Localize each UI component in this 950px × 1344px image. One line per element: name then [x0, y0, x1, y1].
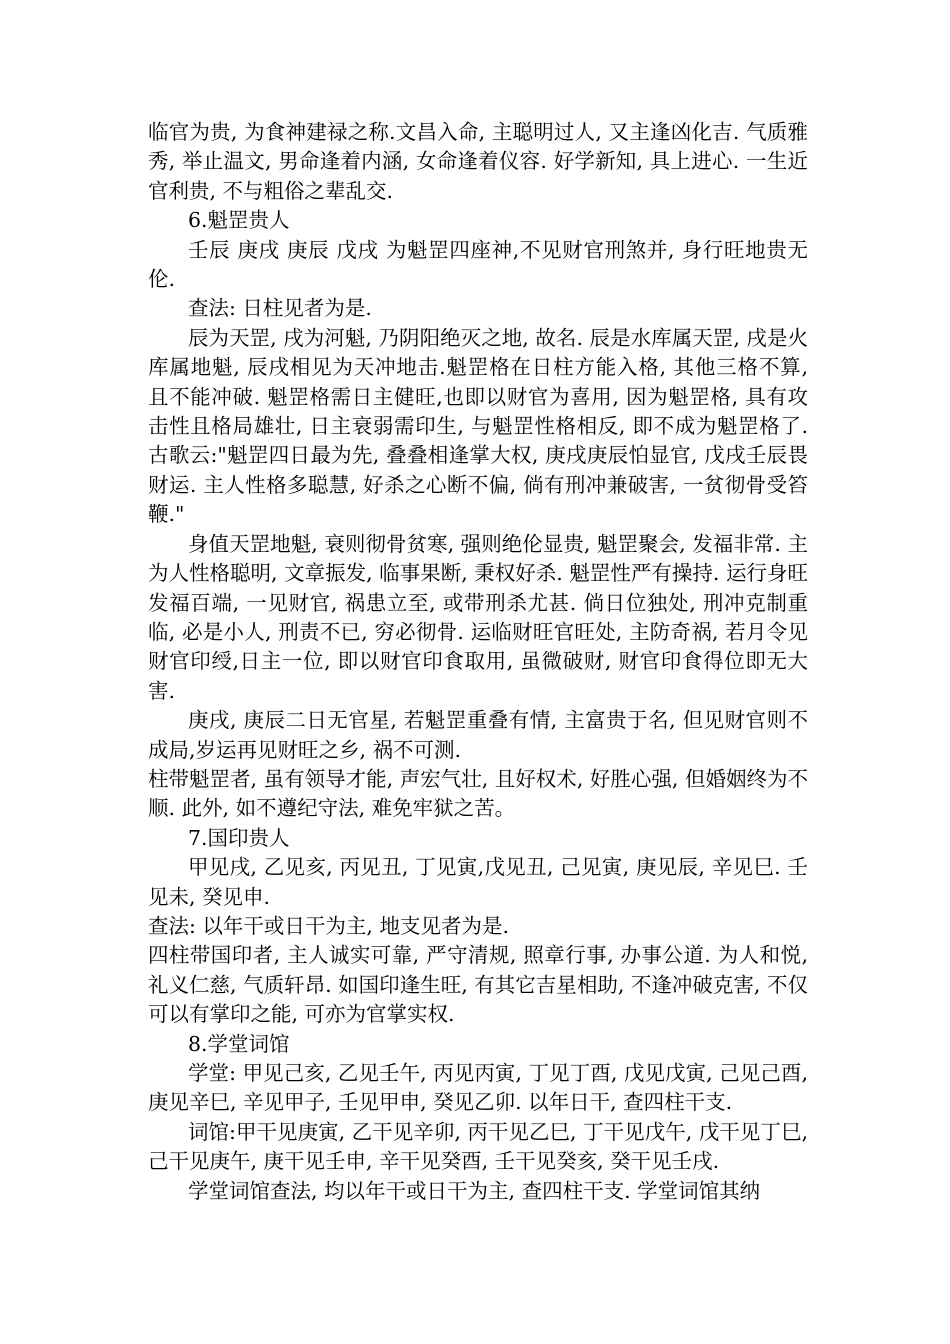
- section-heading-xuetang: 8.学堂词馆: [188, 1031, 290, 1056]
- paragraph-xuetang-list: 学堂: 甲见己亥, 乙见壬午, 丙见丙寅, 丁见丁酉, 戊见戊寅, 己见己酉, 庚见辛巳, 辛见甲子, 壬见甲申, 癸见乙卯. 以年日干, 查四柱干支.: [148, 1061, 808, 1115]
- paragraph-guoyin-method: 查法: 以年干或日干为主, 地支见者为是.: [148, 913, 509, 938]
- paragraph-kuigang-traits: 身值天罡地魁, 衰则彻骨贫寒, 强则绝伦显贵, 魁罡聚会, 发福非常. 主为人性格聪明, 文章振发, 临事果断, 秉权好杀. 魁罡性严有操持. 运行身旺发福百端, 一见财官, 祸患立至, 或带刑杀尤甚. 倘日位独处, 刑冲克制重临, 必是小人, 刑责不已, 穷必彻骨. 运临财旺官旺处, 主防奇祸, 若月令见财官印绶,日主一位, 即以财官印食取用, 虽微破财, 财官印食得位即无大害.: [148, 531, 808, 703]
- paragraph-kuigang-method: 查法: 日柱见者为是.: [188, 296, 372, 321]
- paragraph-ciguan-list: 词馆:甲干见庚寅, 乙干见辛卯, 丙干见乙巳, 丁干见戊午, 戊干见丁巳, 己干见庚午, 庚干见壬申, 辛干见癸酉, 壬干见癸亥, 癸干见壬戌.: [148, 1119, 808, 1174]
- paragraph-guoyin-pairs: 甲见戌, 乙见亥, 丙见丑, 丁见寅,戊见丑, 己见寅, 庚见辰, 辛见巳. 壬见未, 癸见申.: [148, 855, 808, 909]
- section-heading-guoyin: 7.国印贵人: [188, 825, 290, 850]
- paragraph-kuigang-explanation: 辰为天罡, 戌为河魁, 乃阴阳绝灭之地, 故名. 辰是水库属天罡, 戌是火库属地魁, 辰戌相见为天冲地击.魁罡格在日柱方能入格, 其他三格不算, 且不能冲破. 魁罡格需日主健旺,也即以财官为喜用, 因为魁罡格, 具有攻击性且格局雄壮, 日主衰弱需印生, 与魁罡性格相反, 即不成为魁罡格了.古歌云:"魁罡四日最为先, 叠叠相逢掌大权, 庚戌庚辰怕显官, 戊戌壬辰畏财运. 主人性格多聪慧, 好杀之心断不偏, 倘有刑冲兼破害, 一贫彻骨受笞鞭.": [148, 325, 808, 527]
- paragraph-xuetang-method: 学堂词馆查法, 均以年干或日干为主, 查四柱干支. 学堂词馆其纳: [188, 1178, 761, 1203]
- section-heading-kuigang: 6.魁罡贵人: [188, 208, 290, 233]
- paragraph-kuigang-pillars: 壬辰 庚戌 庚辰 戊戌 为魁罡四座神,不见财官刑煞并, 身行旺地贵无伦.: [148, 237, 808, 292]
- paragraph-guoyin-traits: 四柱带国印者, 主人诚实可靠, 严守清规, 照章行事, 办事公道. 为人和悦,礼义仁慈, 气质轩昂. 如国印逢生旺, 有其它吉星相助, 不逢冲破克害, 不仅可以有掌印之能, 可亦为官掌实权.: [148, 943, 808, 1027]
- paragraph-kuigang-gengxu: 庚戌, 庚辰二日无官星, 若魁罡重叠有情, 主富贵于名, 但见财官则不成局,岁运再见财旺之乡, 祸不可测.: [148, 708, 808, 762]
- paragraph-kuigang-marriage: 柱带魁罡者, 虽有领导才能, 声宏气壮, 且好权术, 好胜心强, 但婚姻终为不顺. 此外, 如不遵纪守法, 难免牢狱之苦。: [148, 766, 808, 821]
- paragraph-wenchang-summary: 临官为贵, 为食神建禄之称.文昌入命, 主聪明过人, 又主逢凶化吉. 气质雅秀, 举止温文, 男命逢着内涵, 女命逢着仪容. 好学新知, 具上进心. 一生近官利贵, 不与粗俗之辈乱交.: [148, 120, 808, 203]
- document-page: [148, 118, 808, 1206]
